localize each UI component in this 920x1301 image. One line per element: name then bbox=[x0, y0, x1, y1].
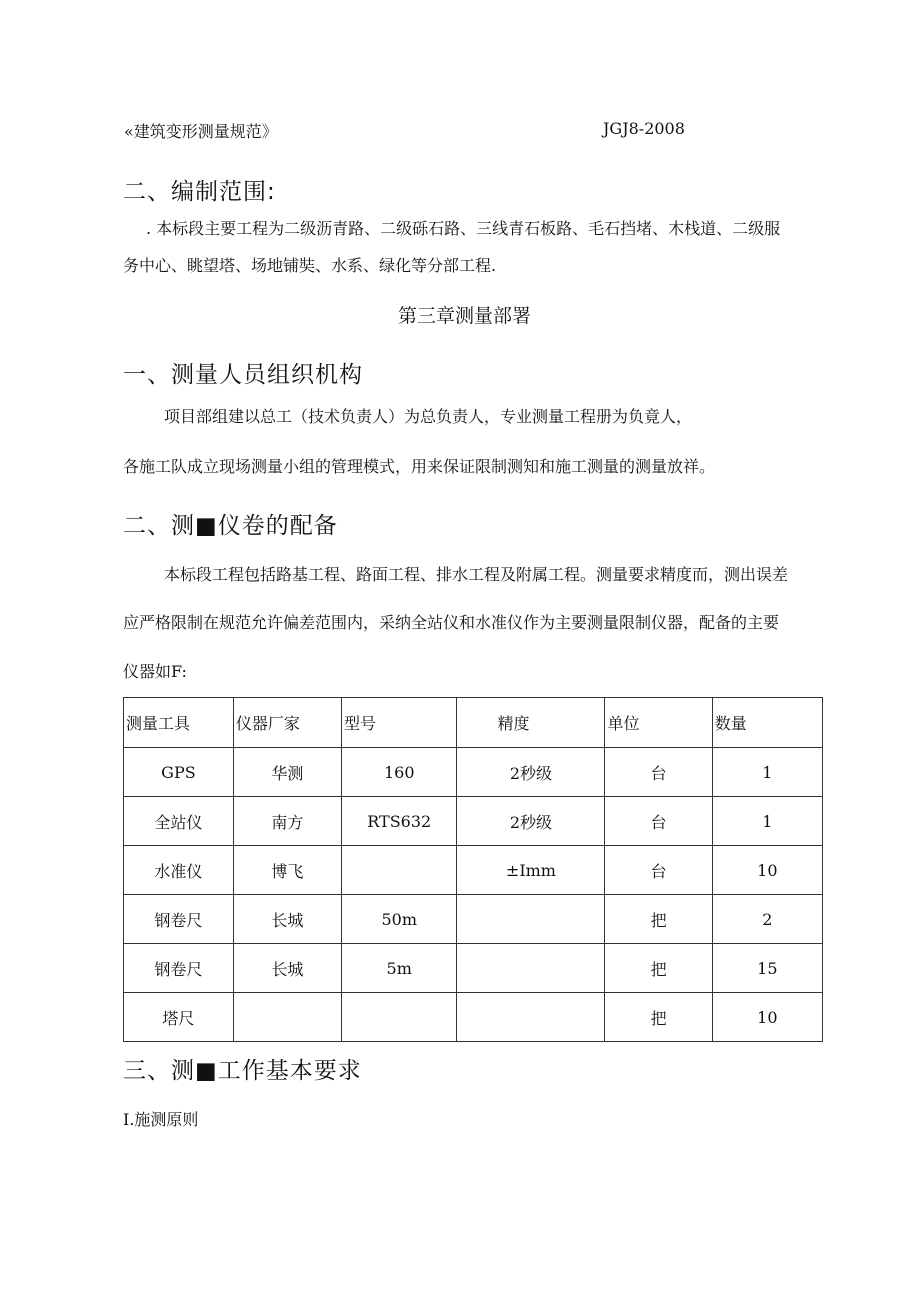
cell-tool: 水准仪 bbox=[124, 846, 234, 895]
cell-precision bbox=[457, 895, 605, 944]
table-row bbox=[124, 944, 823, 993]
instruments-table bbox=[123, 697, 823, 1042]
cell-precision: ±Imm bbox=[457, 846, 605, 895]
cell-model: RTS632 bbox=[342, 797, 457, 846]
cell-model: 50m bbox=[342, 895, 457, 944]
header-cell-unit: 单位 bbox=[605, 698, 712, 748]
cell-unit: 台 bbox=[605, 748, 712, 797]
standard-code: JGJ8-2008 bbox=[603, 119, 685, 138]
org-paragraph-line-2: 各施工队成立现场测量小组的管理模式，用来保证限制测知和施工测量的测量放祥。 bbox=[123, 457, 716, 476]
cell-unit: 台 bbox=[605, 797, 712, 846]
cell-tool: GPS bbox=[124, 748, 234, 797]
chapter-title: 第三章测量部署 bbox=[398, 305, 532, 327]
cell-quantity: 15 bbox=[712, 944, 822, 993]
scope-paragraph-line-1: . 本标段主要工程为二级沥青路、二级砾石路、三线青石板路、毛石挡堵、木栈道、二级服 bbox=[146, 219, 781, 238]
header-cell-tool: 测量工具 bbox=[124, 698, 234, 748]
table-row bbox=[124, 993, 823, 1042]
cell-unit: 把 bbox=[605, 944, 712, 993]
standard-name: «建筑变形测量规范》 bbox=[124, 122, 278, 141]
table-header-row bbox=[124, 698, 823, 748]
equipment-paragraph-line-2: 应严格限制在规范允许偏差范围内，采纳全站仪和水准仪作为主要测量限制仪器，配备的主要 bbox=[123, 613, 780, 632]
cell-unit: 台 bbox=[605, 846, 712, 895]
cell-precision bbox=[457, 944, 605, 993]
cell-quantity: 2 bbox=[712, 895, 822, 944]
cell-maker: 长城 bbox=[233, 895, 341, 944]
org-heading: 一、测量人员组织机构 bbox=[123, 362, 363, 388]
cell-model bbox=[342, 846, 457, 895]
cell-model bbox=[342, 993, 457, 1042]
equipment-heading: 二、测■仪卷的配备 bbox=[123, 513, 338, 539]
cell-tool: 钢卷尺 bbox=[124, 895, 234, 944]
cell-maker: 博飞 bbox=[233, 846, 341, 895]
cell-maker: 南方 bbox=[233, 797, 341, 846]
cell-precision: 2秒级 bbox=[457, 797, 605, 846]
cell-maker bbox=[233, 993, 341, 1042]
equipment-paragraph-line-1: 本标段工程包括路基工程、路面工程、排水工程及附属工程。测量要求精度而，测出误差 bbox=[164, 565, 789, 584]
table-row bbox=[124, 895, 823, 944]
cell-precision: 2秒级 bbox=[457, 748, 605, 797]
table-row bbox=[124, 748, 823, 797]
requirements-heading: 三、测■工作基本要求 bbox=[123, 1058, 362, 1084]
cell-maker: 华测 bbox=[233, 748, 341, 797]
cell-unit: 把 bbox=[605, 895, 712, 944]
org-paragraph-line-1: 项目部组建以总工（技术负责人）为总负责人，专业测量工程册为负竟人， bbox=[164, 407, 693, 426]
cell-maker: 长城 bbox=[233, 944, 341, 993]
header-cell-precision: 精度 bbox=[457, 698, 605, 748]
header-cell-quantity: 数量 bbox=[712, 698, 822, 748]
header-cell-maker: 仪器厂家 bbox=[233, 698, 341, 748]
cell-precision bbox=[457, 993, 605, 1042]
cell-model: 160 bbox=[342, 748, 457, 797]
header-cell-model: 型号 bbox=[342, 698, 457, 748]
scope-paragraph-line-2: 务中心、眺望塔、场地铺奘、水系、绿化等分部工程. bbox=[123, 256, 497, 275]
table-row bbox=[124, 797, 823, 846]
cell-tool: 塔尺 bbox=[124, 993, 234, 1042]
cell-tool: 钢卷尺 bbox=[124, 944, 234, 993]
cell-model: 5m bbox=[342, 944, 457, 993]
equipment-paragraph-line-3: 仪器如F: bbox=[123, 662, 187, 681]
requirements-subheading: I.施测原则 bbox=[123, 1110, 199, 1129]
cell-quantity: 1 bbox=[712, 748, 822, 797]
scope-heading: 二、编制范围: bbox=[123, 179, 276, 205]
table-row bbox=[124, 846, 823, 895]
cell-quantity: 10 bbox=[712, 846, 822, 895]
cell-unit: 把 bbox=[605, 993, 712, 1042]
cell-quantity: 1 bbox=[712, 797, 822, 846]
cell-quantity: 10 bbox=[712, 993, 822, 1042]
cell-tool: 全站仪 bbox=[124, 797, 234, 846]
